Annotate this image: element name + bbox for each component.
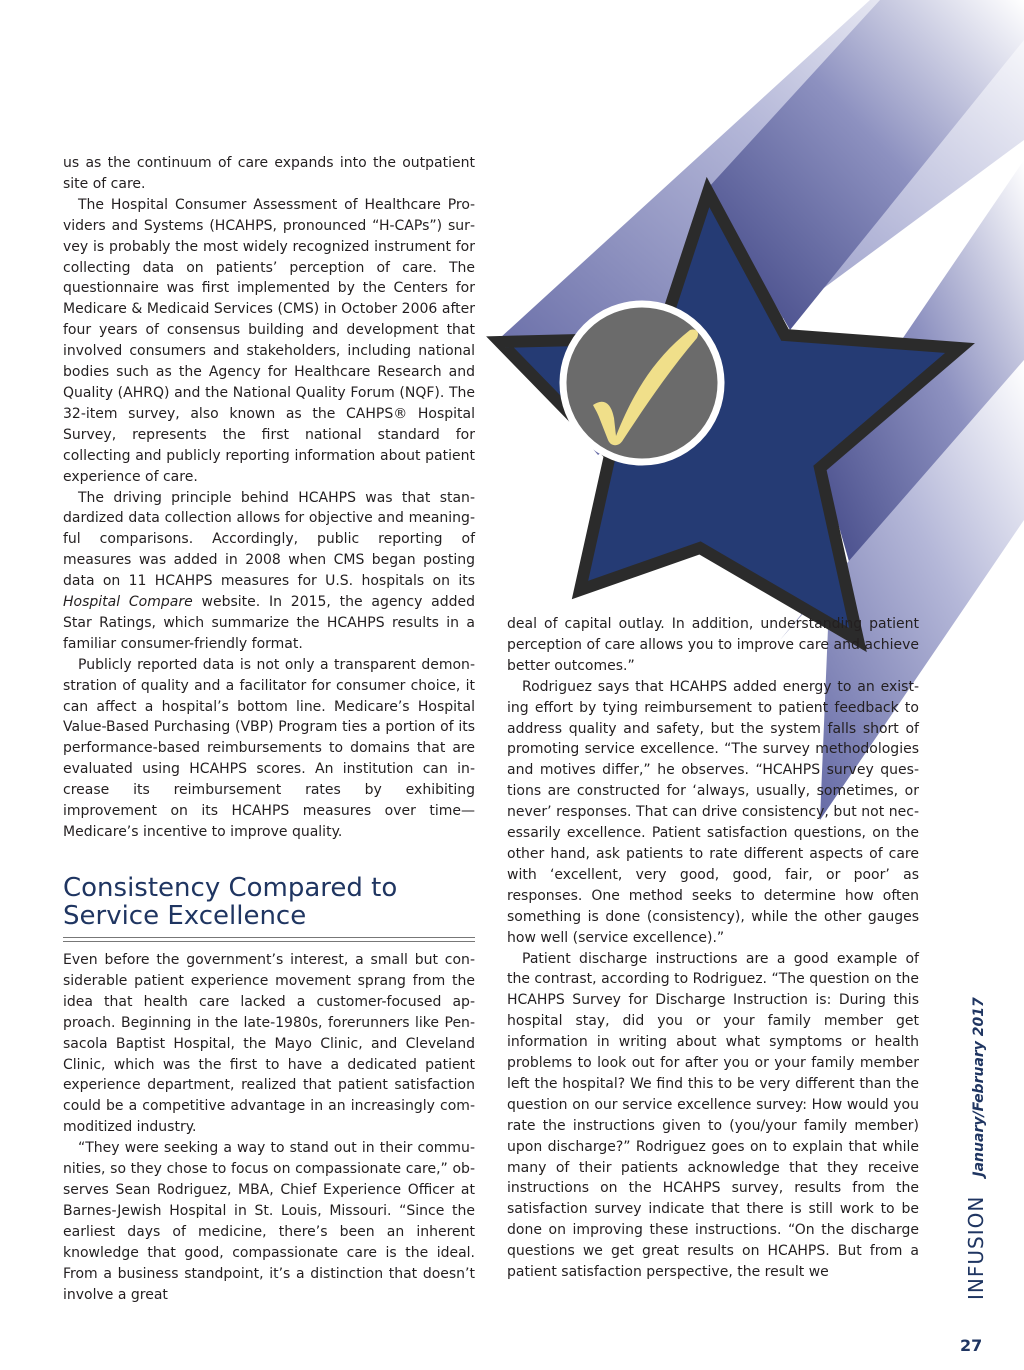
section-rule — [63, 937, 475, 942]
section-heading-text — [63, 874, 475, 930]
left-paragraph-1: us as the continuum of care expands into the outpatient site of care. — [63, 155, 475, 192]
right-paragraph-2: Rodriguez says that HCAHPS added energy to an existing effort by tying reimbursement to patient feedback to address quality and safety, but the system falls short of promoting service excellence. “The survey methodologies and motives differ,” he observes. “HCAHPS survey questions are constructed for ‘always, usually, sometimes, or never’ responses. That can drive consistency, but not necessarily excellence. Patient satisfaction questions, on the other hand, ask patients to rate different aspects of care with ‘excellent, very good, good, fair, or poor’ as responses. One method seeks to determine how often something is done (consistency), while the other gauges how well (service excellence).” — [507, 678, 919, 946]
right-paragraph-3: Patient discharge instructions are a good example of the contrast, according to Rodriguez. “The question on the HCAHPS Survey for Discharge Instruction is: During this hospital stay, did you or your family member get information in writing about what symptoms or health problems to look out for after you or your family member left the hospital? We find this to be very different than the question on our service excellence survey: How would you rate the instructions given to (you/your family member) upon discharge?” Rodriguez goes on to explain that while many of their patients acknowledge that they receive instructions on the HCAHPS survey, results from the satisfaction survey indicate that there is still work to be done on improving these instructions. “On the discharge questions we get great results on HCAHPS. But from a patient satisfaction perspective, the result we — [507, 950, 919, 1281]
right-column — [507, 614, 919, 1283]
page-number: 27 — [960, 1336, 983, 1355]
left-paragraph-3 — [63, 488, 475, 655]
left2-paragraph-1: Even before the government’s interest, a small but considerable patient experience movement sprang from the idea that health care lacked a customer-focused approach. Beginning in the late-1980s, forerunners like Pensacola Baptist Hospital, the Mayo Clinic, and Cleveland Clinic, which was the first to have a dedicated patient experience department, realized that patient satisfaction could be a competitive advantage in an increasingly commoditized industry. — [63, 952, 475, 1136]
left-paragraph-4: Publicly reported data is not only a transparent demonstration of quality and a facilitator for consumer choice, it can affect a hospital’s bottom line. Medicare’s Hospital Value-Based Purchasing (VBP) Program ties a portion of its performance-based reimbursements to domains that are evaluated using HCAHPS scores. An institution can increase its reimbursement rates by exhibiting improvement on its HCAHPS measures over time—Medicare’s incentive to improve quality. — [63, 656, 475, 840]
right-paragraph-1: deal of capital outlay. In addition, understanding patient perception of care allows you to improve care and achieve better outcomes.” — [507, 616, 919, 674]
issue-date: January/February 2017 — [971, 997, 987, 1177]
hospital-compare-title: Hospital Compare — [63, 594, 193, 611]
section-heading — [63, 874, 475, 942]
left-paragraph-2: The Hospital Consumer Assessment of Healthcare Providers and Systems (HCAHPS, pronounced “H-CAPs”) survey is probably the most widely recognized instrument for collecting data on patients’ perception of care. The questionnaire was first implemented by the Centers for Medicare & Medicaid Services (CMS) in October 2006 after four years of consensus building and development that involved consumers and stakeholders, including national bodies such as the Agency for Healthcare Research and Quality (AHRQ) and the National Quality Forum (NQF). The 32-item survey, also known as the CAHPS® Hospital Survey, represents the first national standard for collecting and publicly reporting information about patient experience of care. — [63, 196, 475, 485]
left-paragraph-3-b: website. In 2015, the agency added Star Ratings, which summarize the HCAHPS results in a familiar consumer-friendly format. — [63, 594, 476, 652]
left-column-bottom — [63, 950, 475, 1305]
left-column-top — [63, 153, 475, 843]
section-heading-line-2: Service Excellence — [63, 901, 307, 931]
magazine-footer — [958, 997, 998, 1300]
section-heading-line-1: Consistency Compared to — [63, 873, 398, 903]
check-badge — [563, 304, 721, 462]
magazine-logo: INFUSION — [964, 1195, 988, 1300]
left2-paragraph-2: “They were seeking a way to stand out in their communities, so they chose to focus on compassionate care,” observes Sean Rodriguez, MBA, Chief Experience Officer at Barnes-Jewish Hospital in St. Louis, Missouri. “Since the earliest days of medicine, there’s been an inherent knowledge that good, compassionate care is the ideal. From a business standpoint, it’s a distinction that doesn’t involve a great — [63, 1140, 475, 1303]
left-paragraph-3-a: The driving principle behind HCAHPS was that standardized data collection allows for objective and meaningful comparisons. Accordingly, public reporting of measures was added in 2008 when CMS began posting data on 11 HCAHPS measures for U.S. hospitals on its — [63, 489, 475, 590]
